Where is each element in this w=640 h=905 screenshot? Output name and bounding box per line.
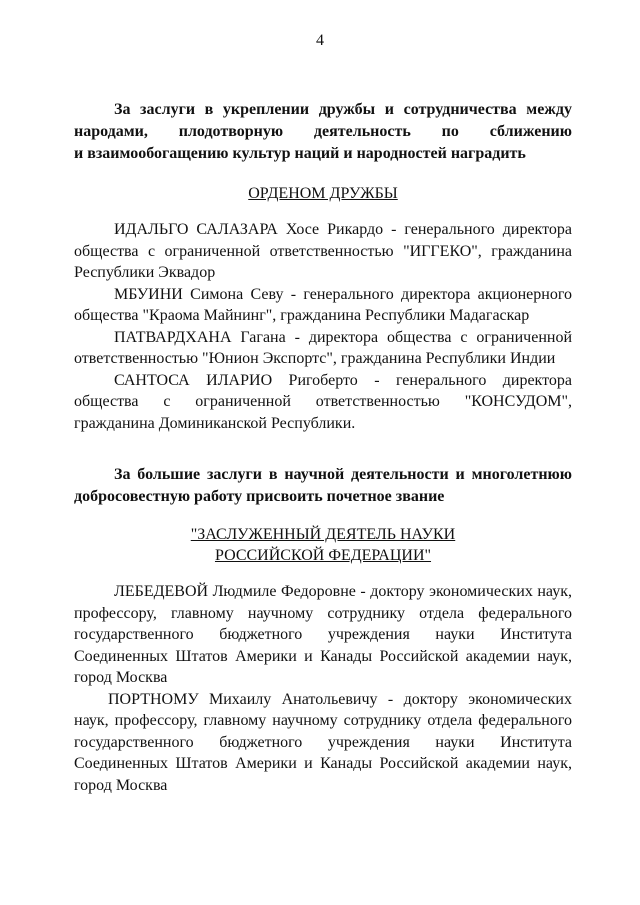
recipient-paragraph: ПОРТНОМУ Михаилу Анатольевичу - доктору экономических наук, профессору, главному научному сотруднику отдела федерального государственного бюджетного учреждения науки Института Соединенных Штатов Америки и Канады Российской академии наук, город Москва	[74, 690, 572, 794]
section2-lead-line: добросовестную работу присвоить почетное звание	[74, 488, 445, 505]
recipient-paragraph: ПАТВАРДХАНА Гагана - директора общества с ограниченной ответственностью "Юнион Экспортс", гражданина Республики Индии	[74, 328, 572, 367]
section2-recipients	[74, 581, 572, 796]
section2-title-line: РОССИЙСКОЙ ФЕДЕРАЦИИ"	[214, 547, 432, 564]
recipient-paragraph: ИДАЛЬГО САЛАЗАРА Хосе Рикардо - генерального директора общества с ограниченной ответственностью "ИГГЕКО", гражданина Республики Эквадор	[74, 221, 572, 281]
section2-lead	[74, 464, 572, 508]
recipient-paragraph: МБУИНИ Симона Севу - генерального директора акционерного общества "Краома Майнинг", гражданина Республики Мадагаскар	[74, 285, 572, 324]
section1-award-heading: ОРДЕНОМ ДРУЖБЫ	[248, 185, 398, 202]
section2-title-heading	[74, 524, 572, 566]
recipient-paragraph: ЛЕБЕДЕВОЙ Людмиле Федоровне - доктору экономических наук, профессору, главному научному сотруднику отдела федерального государственного бюджетного учреждения науки Института Соединенных Штатов Америки и Канады Российской академии наук, город Москва	[74, 583, 572, 686]
recipient-paragraph: САНТОСА ИЛАРИО Ригоберто - генерального директора общества с ограниченной ответственностью "КОНСУДОМ", гражданина Доминиканской Республики.	[74, 371, 572, 432]
section1-lead-line: и взаимообогащению культур наций и народностей наградить	[74, 145, 526, 162]
section1-lead	[74, 99, 572, 165]
section1-recipients	[74, 219, 572, 434]
section2-lead-line: За большие заслуги в научной деятельности и многолетнюю	[114, 466, 572, 483]
section2-title-line: "ЗАСЛУЖЕННЫЙ ДЕЯТЕЛЬ НАУКИ	[190, 526, 456, 543]
section1-lead-line: За заслуги в укреплении дружбы и сотрудничества между	[114, 101, 572, 118]
page-number: 4	[316, 32, 324, 49]
section1-lead-line: народами, плодотворную деятельность по сближению	[74, 123, 572, 140]
